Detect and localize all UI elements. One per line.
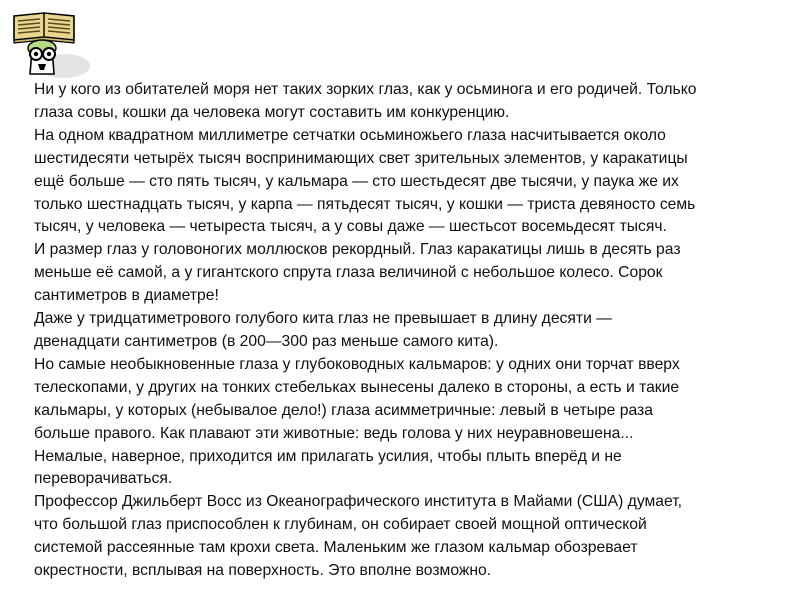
- open-book-icon: [14, 13, 74, 43]
- paragraph-deep-sea-squid: Но самые необыкновенные глаза у глубоководных кальмаров: у одних они торчат вверх телескопами, у других на тонких стебельках вынесены далеко в стороны, а есть и такие кальмары, у которых (небывалое дело!) глаза асимметричные: левый в четыре раза больше правого. Как плавают эти животные: ведь голова у них неуравновешена... Немалые, наверное, приходится им прилагать усилия, чтобы плыть вперёд и не переворачиваться.: [34, 355, 680, 488]
- article-text: [34, 79, 786, 583]
- paragraph-retina-elements: На одном квадратном миллиметре сетчатки осьминожьего глаза насчитывается около шестидесяти четырёх тысяч воспринимающих свет зрительных элементов, у каракатицы ещё больше — сто пять тысяч, у кальмара — сто шестьдесят две тысячи, у паука же их только шестнадцать тысяч, у карпа — пятьдесят тысяч, у кошки — триста девяносто семь тысяч, у человека — четыреста тысяч, а у совы даже — шестьсот восемьдесят тысяч.: [34, 126, 696, 236]
- paragraph-whale-eye: Даже у тридцатиметрового голубого кита глаз не превышает в длину десяти — двенадцати сантиметров (в 200—300 раз меньше самого кита).: [34, 310, 612, 350]
- reading-owl-book-icon: [8, 4, 92, 80]
- paragraph-eye-size: И размер глаз у головоногих моллюсков рекордный. Глаз каракатицы лишь в десять раз меньше её самой, а у гигантского спрута глаза величиной с небольшое колесо. Сорок сантиметров в диаметре!: [34, 241, 681, 305]
- paragraph-professor-voss: Профессор Джильберт Восс из Океанографического института в Майами (США) думает, что большой глаз приспособлен к глубинам, он собирает своей мощной оптической системой рассеянные там крохи света. Маленьким же глазом кальмар обозревает окрестности, всплывая на поверхность. Это вполне возможно.: [34, 493, 683, 580]
- owl-reader-icon: [28, 40, 56, 74]
- paragraph-eye-sharpness: Ни у кого из обитателей моря нет таких зорких глаз, как у осьминога и его родичей. Только глаза совы, кошки да человека могут составить им конкуренцию.: [34, 81, 697, 121]
